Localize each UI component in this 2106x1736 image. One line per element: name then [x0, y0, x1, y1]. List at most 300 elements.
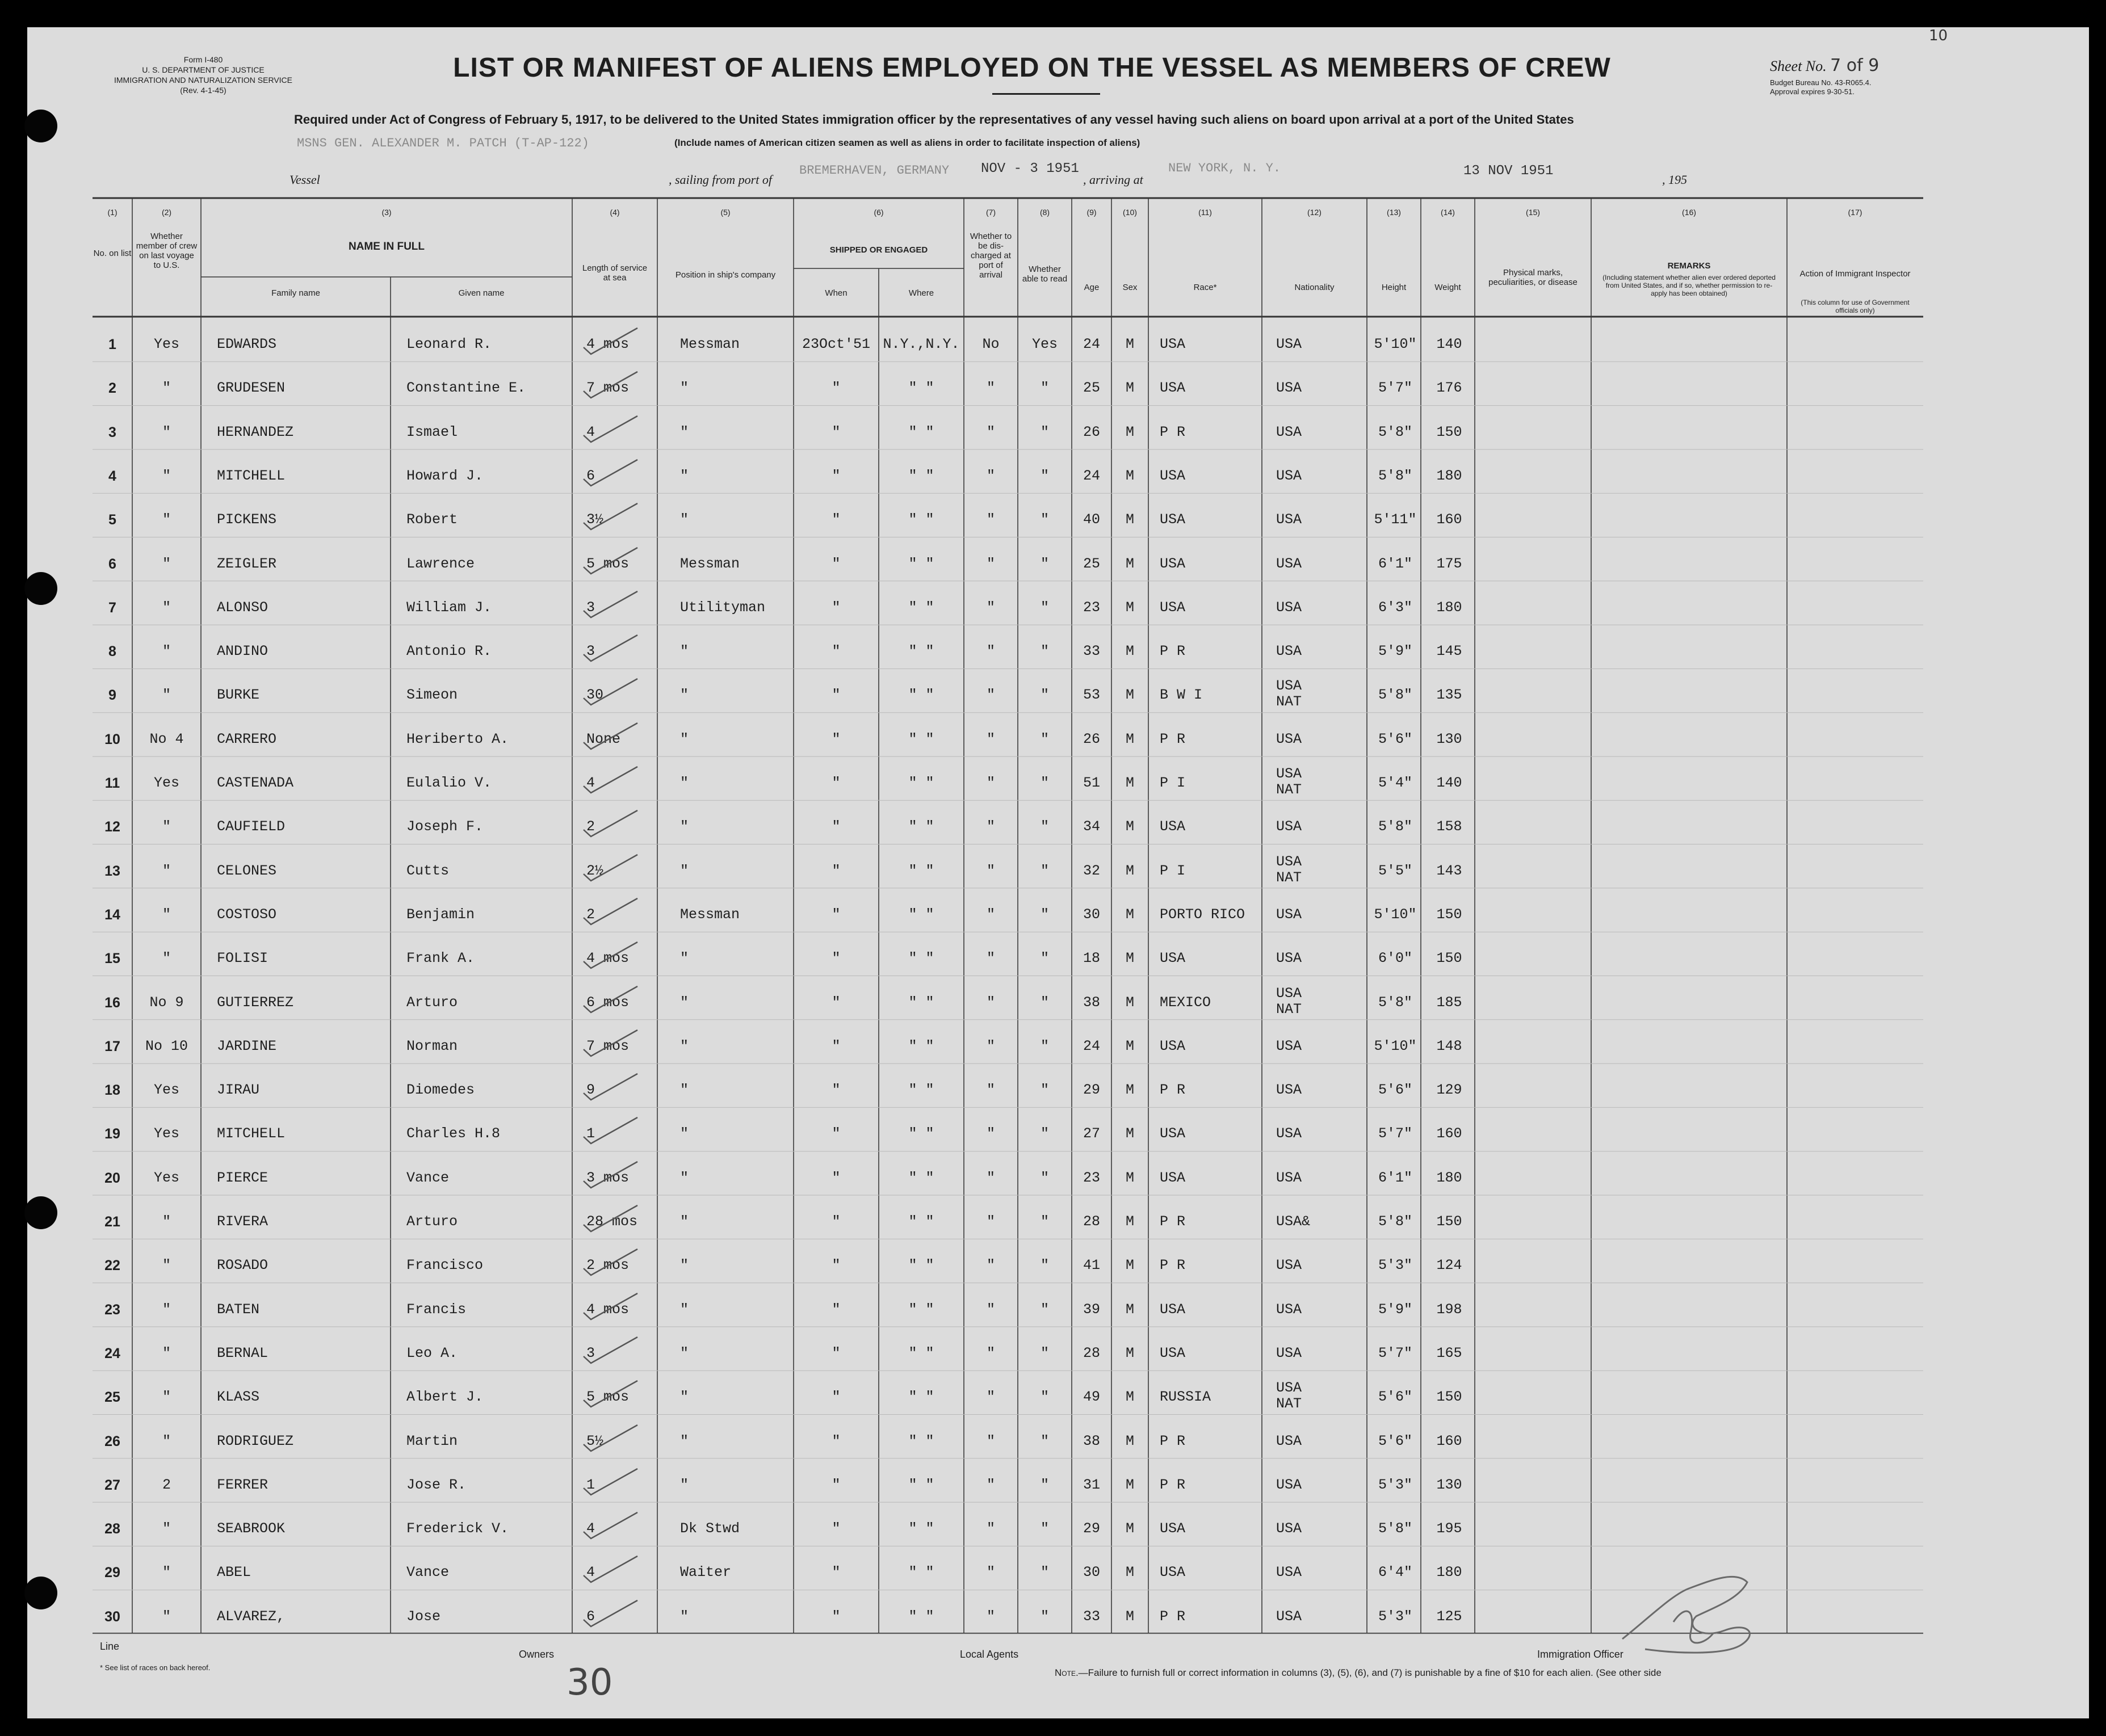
age-cell: 40 — [1083, 511, 1100, 528]
shipped-where-cell: " " — [908, 994, 934, 1011]
footer-agents-label: Local Agents — [960, 1649, 1019, 1660]
given-name-cell: Charles H.8 — [406, 1125, 501, 1142]
sex-cell: M — [1125, 862, 1134, 879]
nationality-cell: USA — [1276, 511, 1302, 528]
nationality-status-cell: NAT — [1276, 1395, 1302, 1413]
sheet-value: 7 of 9 — [1830, 56, 1880, 75]
able-read-cell: " — [1040, 775, 1049, 791]
nationality-cell: USA — [1276, 818, 1302, 835]
shipped-where-cell: " " — [908, 511, 934, 528]
race-cell: RUSSIA — [1160, 1389, 1211, 1406]
shipped-where-cell: " " — [908, 380, 934, 397]
position-cell: " — [680, 1301, 689, 1318]
family-name-cell: ROSADO — [217, 1257, 269, 1274]
position-cell: " — [680, 1608, 689, 1625]
col-no-8: (8) — [1039, 208, 1050, 217]
arrival-date: 13 NOV 1951 — [1463, 163, 1554, 179]
given-name-cell: Jose R. — [406, 1476, 467, 1493]
service-length-cell: 28 mos — [586, 1213, 638, 1230]
voyage-cell: 2 — [162, 1476, 171, 1493]
weight-cell: 130 — [1436, 1476, 1462, 1493]
height-cell: 5'8" — [1378, 467, 1412, 484]
voyage-cell: " — [162, 1389, 171, 1406]
shipped-when-cell: " — [832, 1213, 841, 1230]
position-cell: " — [680, 1344, 689, 1361]
given-name-cell: Frank A. — [406, 950, 475, 967]
footer-officer-label: Immigration Officer — [1537, 1649, 1623, 1660]
given-name-cell: Francis — [406, 1301, 467, 1318]
header-action: Action of Immigrant Inspector — [1799, 269, 1911, 279]
discharged-cell: " — [986, 1520, 995, 1537]
voyage-cell: " — [162, 906, 171, 923]
family-name-cell: ALONSO — [217, 599, 269, 616]
discharged-cell: " — [986, 1213, 995, 1230]
discharged-cell: " — [986, 950, 995, 967]
shipped-when-cell: " — [832, 599, 841, 616]
family-name-cell: MITCHELL — [217, 1125, 286, 1142]
check-mark-icon — [581, 1246, 643, 1280]
race-cell: USA — [1160, 1344, 1186, 1361]
age-cell: 53 — [1083, 687, 1100, 704]
discharged-cell: " — [986, 994, 995, 1011]
weight-cell: 158 — [1436, 818, 1462, 835]
required-text: Required under Act of Congress of February 5, 1917, to be delivered to the United States immigration officer by the representatives of any vessel having such aliens on board upon arrival at a port of the United States — [294, 112, 1574, 127]
able-read-cell: " — [1040, 687, 1049, 704]
nationality-cell: USA — [1276, 599, 1302, 616]
height-cell: 5'10" — [1374, 906, 1417, 923]
voyage-cell: " — [162, 511, 171, 528]
service-length-cell: 2 — [586, 818, 595, 835]
able-read-cell: " — [1040, 1564, 1049, 1581]
header-member-voyage: Whether member of crew on last voyage to U.S. — [136, 232, 198, 270]
height-cell: 5'6" — [1378, 730, 1412, 747]
voyage-cell: Yes — [153, 775, 179, 791]
given-name-cell: Howard J. — [406, 467, 484, 484]
family-name-cell: EDWARDS — [217, 336, 277, 352]
shipped-when-cell: " — [832, 555, 841, 572]
family-name-cell: ANDINO — [217, 643, 269, 660]
family-name-cell: FOLISI — [217, 950, 269, 967]
able-read-cell: " — [1040, 1213, 1049, 1230]
height-cell: 5'8" — [1378, 1213, 1412, 1230]
age-cell: 25 — [1083, 555, 1100, 572]
height-cell: 5'11" — [1374, 511, 1417, 528]
voyage-cell: No 9 — [149, 994, 184, 1011]
nationality-cell: USA — [1276, 1169, 1302, 1186]
race-cell: P R — [1160, 423, 1186, 440]
header-remarks: REMARKS — [1667, 261, 1711, 271]
service-length-cell: 3 — [586, 643, 595, 660]
family-name-cell: JIRAU — [217, 1082, 260, 1099]
department: U. S. DEPARTMENT OF JUSTICE — [142, 65, 265, 74]
able-read-cell: " — [1040, 643, 1049, 660]
check-mark-icon — [581, 544, 643, 578]
age-cell: 51 — [1083, 775, 1100, 791]
shipped-where-cell: " " — [908, 643, 934, 660]
weight-cell: 140 — [1436, 336, 1462, 352]
position-cell: " — [680, 775, 689, 791]
nationality-cell: USA — [1276, 853, 1302, 870]
voyage-cell: " — [162, 1520, 171, 1537]
nationality-cell: USA — [1276, 1608, 1302, 1625]
race-cell: B W I — [1160, 687, 1203, 704]
shipped-where-cell: " " — [908, 1125, 934, 1142]
position-cell: " — [680, 511, 689, 528]
weight-cell: 160 — [1436, 511, 1462, 528]
position-cell: Utilityman — [680, 599, 766, 616]
sex-cell: M — [1125, 730, 1134, 747]
given-name-cell: Frederick V. — [406, 1520, 509, 1537]
shipped-when-cell: " — [832, 643, 841, 660]
check-mark-icon — [581, 632, 643, 666]
voyage-cell: " — [162, 380, 171, 397]
race-cell: USA — [1160, 818, 1186, 835]
header-discharged: Whether to be dis-charged at port of arrival — [970, 232, 1012, 280]
discharged-cell: " — [986, 1389, 995, 1406]
position-cell: " — [680, 1213, 689, 1230]
weight-cell: 130 — [1436, 730, 1462, 747]
discharged-cell: " — [986, 1344, 995, 1361]
header-given-name: Given name — [458, 288, 505, 298]
given-name-cell: Martin — [406, 1432, 458, 1449]
race-cell: USA — [1160, 1125, 1186, 1142]
nationality-cell: USA — [1276, 1564, 1302, 1581]
sailing-date: NOV - 3 1951 — [981, 161, 1079, 176]
shipped-when-cell: " — [832, 1257, 841, 1274]
header-height: Height — [1381, 283, 1407, 292]
able-read-cell: " — [1040, 906, 1049, 923]
header-name-in-full: NAME IN FULL — [348, 241, 425, 253]
service-length-cell: 3 — [586, 1344, 595, 1361]
ln-cell: 18 — [104, 1082, 120, 1099]
shipped-where-cell: " " — [908, 818, 934, 835]
header-able-read: Whether able to read — [1022, 264, 1068, 284]
family-name-cell: RIVERA — [217, 1213, 269, 1230]
race-cell: P I — [1160, 775, 1186, 791]
weight-cell: 150 — [1436, 950, 1462, 967]
service-length-cell: 3 mos — [586, 1169, 630, 1186]
position-cell: " — [680, 950, 689, 967]
port-from: BREMERHAVEN, GERMANY — [799, 163, 950, 178]
position-cell: " — [680, 730, 689, 747]
height-cell: 5'9" — [1378, 1301, 1412, 1318]
discharged-cell: " — [986, 687, 995, 704]
position-cell: " — [680, 467, 689, 484]
given-name-cell: Cutts — [406, 862, 450, 879]
shipped-when-cell: " — [832, 862, 841, 879]
discharged-cell: " — [986, 1037, 995, 1054]
header-race: Race* — [1193, 283, 1217, 292]
position-cell: " — [680, 423, 689, 440]
given-name-cell: Albert J. — [406, 1389, 484, 1406]
nationality-cell: USA — [1276, 1520, 1302, 1537]
check-mark-icon — [581, 1465, 643, 1499]
race-cell: USA — [1160, 1564, 1186, 1581]
age-cell: 26 — [1083, 730, 1100, 747]
shipped-when-cell: " — [832, 1564, 841, 1581]
service-length-cell: 7 mos — [586, 380, 630, 397]
header-action-note: (This column for use of Government officials only) — [1801, 299, 1910, 314]
nationality-cell: USA — [1276, 730, 1302, 747]
position-cell: " — [680, 818, 689, 835]
given-name-cell: Antonio R. — [406, 643, 492, 660]
position-cell: " — [680, 643, 689, 660]
nationality-cell: USA — [1276, 906, 1302, 923]
shipped-where-cell: " " — [908, 467, 934, 484]
given-name-cell: Benjamin — [406, 906, 475, 923]
family-name-cell: HERNANDEZ — [217, 423, 294, 440]
check-mark-icon — [581, 763, 643, 797]
nationality-cell: USA — [1276, 423, 1302, 440]
service-length-cell: 4 mos — [586, 336, 630, 352]
ln-cell: 3 — [108, 424, 116, 440]
race-cell: P R — [1160, 1257, 1186, 1274]
discharged-cell: " — [986, 1564, 995, 1581]
discharged-cell: " — [986, 1301, 995, 1318]
nationality-status-cell: NAT — [1276, 869, 1302, 886]
shipped-where-cell: " " — [908, 1389, 934, 1406]
height-cell: 6'1" — [1378, 1169, 1412, 1186]
age-cell: 38 — [1083, 1432, 1100, 1449]
ln-cell: 15 — [104, 951, 120, 967]
given-name-cell: Robert — [406, 511, 458, 528]
age-cell: 31 — [1083, 1476, 1100, 1493]
col-no-9: (9) — [1086, 208, 1097, 217]
able-read-cell: " — [1040, 555, 1049, 572]
service-length-cell: 6 — [586, 467, 595, 484]
shipped-when-cell: " — [832, 994, 841, 1011]
able-read-cell: " — [1040, 1082, 1049, 1099]
ln-cell: 26 — [104, 1433, 120, 1449]
check-mark-icon — [581, 851, 643, 885]
service-length-cell: 4 — [586, 1520, 595, 1537]
service-length-cell: None — [586, 730, 621, 747]
discharged-cell: " — [986, 818, 995, 835]
check-mark-icon — [581, 456, 643, 490]
family-name-cell: BURKE — [217, 687, 260, 704]
nationality-cell: USA — [1276, 336, 1302, 352]
shipped-when-cell: " — [832, 423, 841, 440]
position-cell: " — [680, 380, 689, 397]
shipped-where-cell: " " — [908, 1169, 934, 1186]
race-cell: USA — [1160, 1301, 1186, 1318]
height-cell: 6'4" — [1378, 1564, 1412, 1581]
nationality-cell: USA — [1276, 1432, 1302, 1449]
service-length-cell: 4 — [586, 1564, 595, 1581]
sex-cell: M — [1125, 818, 1134, 835]
check-mark-icon — [581, 720, 643, 754]
family-name-cell: GUTIERREZ — [217, 994, 294, 1011]
race-cell: P R — [1160, 1082, 1186, 1099]
race-cell: USA — [1160, 1520, 1186, 1537]
ln-cell: 11 — [104, 775, 120, 791]
ln-cell: 29 — [104, 1565, 120, 1581]
note-prefix: Note. — [1055, 1667, 1079, 1678]
shipped-when-cell: " — [832, 511, 841, 528]
sex-cell: M — [1125, 775, 1134, 791]
ln-cell: 17 — [104, 1038, 120, 1054]
age-cell: 49 — [1083, 1389, 1100, 1406]
weight-cell: 145 — [1436, 643, 1462, 660]
ln-cell: 13 — [104, 863, 120, 879]
shipped-when-cell: " — [832, 1082, 841, 1099]
ln-cell: 12 — [104, 819, 120, 835]
given-name-cell: Jose — [406, 1608, 441, 1625]
check-mark-icon — [581, 1334, 643, 1368]
nationality-cell: USA — [1276, 766, 1302, 782]
discharged-cell: " — [986, 599, 995, 616]
shipped-when-cell: " — [832, 906, 841, 923]
nationality-cell: USA — [1276, 678, 1302, 695]
position-cell: " — [680, 687, 689, 704]
service-length-cell: 6 — [586, 1608, 595, 1625]
age-cell: 27 — [1083, 1125, 1100, 1142]
form-number: Form I-480 — [183, 55, 223, 64]
able-read-cell: " — [1040, 1520, 1049, 1537]
race-cell: USA — [1160, 511, 1186, 528]
race-cell: P R — [1160, 730, 1186, 747]
col-no-3: (3) — [381, 208, 392, 217]
weight-cell: 165 — [1436, 1344, 1462, 1361]
check-mark-icon — [581, 1377, 643, 1411]
height-cell: 5'8" — [1378, 1520, 1412, 1537]
family-name-cell: GRUDESEN — [217, 380, 286, 397]
able-read-cell: " — [1040, 994, 1049, 1011]
able-read-cell: " — [1040, 1389, 1049, 1406]
sex-cell: M — [1125, 336, 1134, 352]
shipped-where-cell: " " — [908, 1564, 934, 1581]
position-cell: " — [680, 862, 689, 879]
ln-cell: 1 — [108, 337, 116, 352]
weight-cell: 125 — [1436, 1608, 1462, 1625]
header-where: Where — [908, 288, 934, 298]
nationality-cell: USA — [1276, 1037, 1302, 1054]
shipped-where-cell: " " — [908, 862, 934, 879]
given-name-cell: Arturo — [406, 1213, 458, 1230]
weight-cell: 185 — [1436, 994, 1462, 1011]
service-length-cell: 4 — [586, 775, 595, 791]
height-cell: 5'7" — [1378, 1125, 1412, 1142]
height-cell: 5'3" — [1378, 1476, 1412, 1493]
ln-cell: 28 — [104, 1521, 120, 1537]
family-name-cell: BERNAL — [217, 1344, 269, 1361]
punch-hole — [24, 110, 57, 142]
nationality-cell: USA — [1276, 1257, 1302, 1274]
shipped-where-cell: " " — [908, 555, 934, 572]
discharged-cell: " — [986, 730, 995, 747]
officer-signature — [1605, 1554, 1787, 1662]
race-cell: USA — [1160, 950, 1186, 967]
col-no-11: (11) — [1198, 208, 1212, 217]
check-mark-icon — [581, 1509, 643, 1543]
handwritten-total: 30 — [567, 1662, 613, 1704]
check-mark-icon — [581, 939, 643, 973]
shipped-when-cell: " — [832, 1344, 841, 1361]
port-to: NEW YORK, N. Y. — [1168, 161, 1281, 175]
sailing-label: , sailing from port of — [669, 173, 772, 187]
weight-cell: 180 — [1436, 467, 1462, 484]
header-sex: Sex — [1122, 283, 1138, 292]
nationality-status-cell: NAT — [1276, 1001, 1302, 1018]
header-physical: Physical marks, peculiarities, or disease — [1488, 268, 1578, 287]
voyage-cell: Yes — [153, 1125, 179, 1142]
sex-cell: M — [1125, 1037, 1134, 1054]
check-mark-icon — [581, 1202, 643, 1236]
manifest-page — [27, 27, 2089, 1718]
footer-note — [1055, 1667, 1662, 1679]
race-cell: USA — [1160, 467, 1186, 484]
able-read-cell: " — [1040, 599, 1049, 616]
ln-cell: 9 — [108, 687, 116, 704]
family-name-cell: SEABROOK — [217, 1520, 286, 1537]
height-cell: 5'4" — [1378, 775, 1412, 791]
position-cell: " — [680, 1257, 689, 1274]
nationality-cell: USA — [1276, 380, 1302, 397]
sex-cell: M — [1125, 511, 1134, 528]
age-cell: 32 — [1083, 862, 1100, 879]
nationality-cell: USA — [1276, 1380, 1302, 1397]
header-no-on-list: No. on list — [93, 249, 132, 258]
weight-cell: 150 — [1436, 1389, 1462, 1406]
include-note: (Include names of American citizen seamen as well as aliens in order to facilitate inspection of aliens) — [674, 137, 1140, 148]
family-name-cell: CARRERO — [217, 730, 277, 747]
weight-cell: 140 — [1436, 775, 1462, 791]
given-name-cell: Francisco — [406, 1257, 484, 1274]
col-no-14: (14) — [1441, 208, 1455, 217]
ln-cell: 23 — [104, 1301, 120, 1318]
height-cell: 5'6" — [1378, 1082, 1412, 1099]
form-revision: (Rev. 4-1-45) — [180, 86, 226, 95]
family-name-cell: ZEIGLER — [217, 555, 277, 572]
height-cell: 5'6" — [1378, 1432, 1412, 1449]
ln-cell: 24 — [104, 1345, 120, 1361]
sex-cell: M — [1125, 1476, 1134, 1493]
shipped-when-cell: " — [832, 730, 841, 747]
shipped-when-cell: " — [832, 1520, 841, 1537]
shipped-where-cell: " " — [908, 1476, 934, 1493]
service-length-cell: 7 mos — [586, 1037, 630, 1054]
shipped-where-cell: " " — [908, 687, 934, 704]
nationality-status-cell: NAT — [1276, 781, 1302, 798]
family-name-cell: CELONES — [217, 862, 277, 879]
position-cell: " — [680, 994, 689, 1011]
check-mark-icon — [581, 807, 643, 841]
shipped-where-cell: N.Y.,N.Y. — [883, 336, 960, 352]
given-name-cell: Vance — [406, 1169, 450, 1186]
race-cell: USA — [1160, 380, 1186, 397]
height-cell: 5'7" — [1378, 380, 1412, 397]
age-cell: 34 — [1083, 818, 1100, 835]
shipped-when-cell: " — [832, 1037, 841, 1054]
check-mark-icon — [581, 1158, 643, 1192]
nationality-cell: USA — [1276, 555, 1302, 572]
weight-cell: 124 — [1436, 1257, 1462, 1274]
voyage-cell: Yes — [153, 1169, 179, 1186]
sex-cell: M — [1125, 1169, 1134, 1186]
able-read-cell: " — [1040, 1037, 1049, 1054]
discharged-cell: " — [986, 643, 995, 660]
height-cell: 6'3" — [1378, 599, 1412, 616]
able-read-cell: " — [1040, 1344, 1049, 1361]
weight-cell: 135 — [1436, 687, 1462, 704]
check-mark-icon — [581, 1597, 643, 1631]
height-cell: 5'10" — [1374, 1037, 1417, 1054]
race-cell: MEXICO — [1160, 994, 1211, 1011]
race-cell: P R — [1160, 1432, 1186, 1449]
vessel-name: MSNS GEN. ALEXANDER M. PATCH (T-AP-122) — [297, 136, 589, 150]
sex-cell: M — [1125, 599, 1134, 616]
shipped-where-cell: " " — [908, 423, 934, 440]
